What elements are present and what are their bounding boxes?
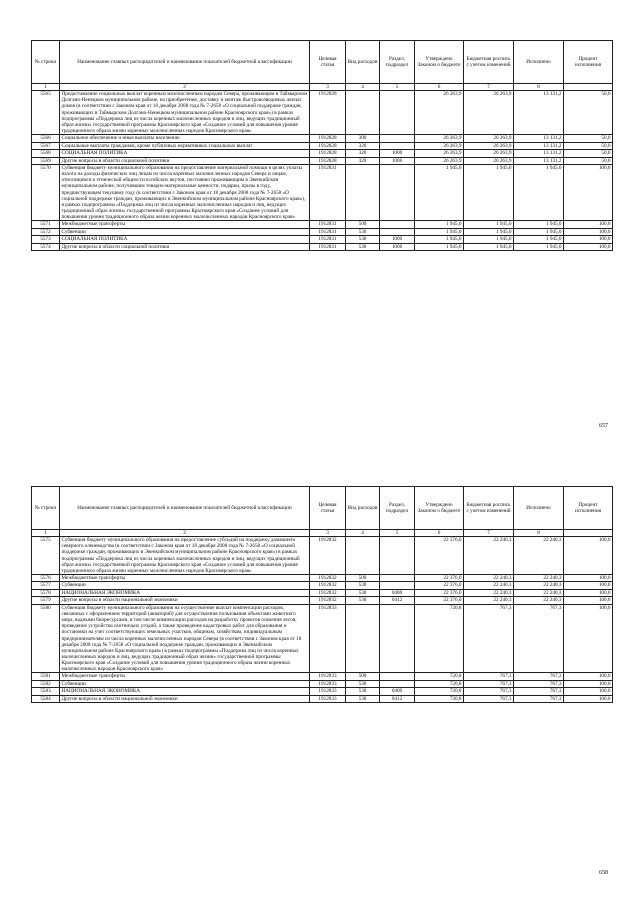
section-code: 1006 (380, 157, 415, 165)
section-code (380, 91, 415, 135)
row-number: 5577 (32, 582, 60, 590)
expense-type: 530 (346, 688, 380, 696)
column-number: 6 (415, 84, 464, 91)
row-name: Другие вопросы в области социальной политики (60, 243, 310, 251)
header-approved: Утверждено Законом о бюджете (415, 41, 464, 84)
percent-value: 100,0 (564, 537, 613, 575)
table-row (32, 165, 613, 221)
approved-amount: 720,8 (415, 680, 464, 688)
expense-type: 530 (346, 597, 380, 605)
budget-amount: 22 240,3 (464, 589, 514, 597)
column-number: 1 (32, 530, 60, 537)
row-name: СОЦИАЛЬНАЯ ПОЛИТИКА (60, 236, 310, 244)
column-number: 1 (32, 84, 60, 91)
row-name: НАЦИОНАЛЬНАЯ ЭКОНОМИКА (60, 589, 310, 597)
expense-type: 530 (346, 243, 380, 251)
percent-value: 100,0 (564, 228, 613, 236)
row-name: Межбюджетные трансферты (60, 221, 310, 229)
table-row (32, 673, 613, 681)
header-row-no: № строки (32, 41, 60, 84)
row-number: 5574 (32, 243, 60, 251)
approved-amount: 22 376,0 (415, 582, 464, 590)
row-name: Субвенция бюджету муниципального образования на предоставление материальной помощи в целях уплаты налога на доходы физических лиц лицам из числа коренных малочисленных народов Севера и лицам, относящимся к этнической общности ессейских якутов, постоянно проживающим в Эвенкийском муниципальном районе, получившим товарно-материальные ценности, подарки, призы в году, предшествующем текущему году (в соответствии с Законом края от 18 декабря 2008 года № 7-2658 «О социальной поддержке граждан, проживающих в Эвенкийском муниципальном районе Красноярского края»), в рамках подпрограммы «Поддержка лиц из числа коренных малочисленных народов и лиц, ведущих традиционный образ жизни» государственной программы Красноярского края «Создание условий для повышения уровня традиционного образа жизни коренных малочисленных народов Красноярского края» (60, 165, 310, 221)
column-number: 5 (380, 530, 415, 537)
row-name: Другие вопросы в области национальной экономики (60, 695, 310, 703)
target-article: 1912832 (310, 574, 346, 582)
section-code: 0412 (380, 597, 415, 605)
section-code: 1000 (380, 150, 415, 158)
header-target: Целевая статья (310, 41, 346, 84)
header-executed: Исполнено (514, 487, 564, 530)
expense-type: 320 (346, 142, 380, 150)
page-number: 658 (599, 870, 608, 876)
row-number: 5571 (32, 221, 60, 229)
header-budget-list: Бюджетная роспись с учетом изменений (464, 487, 514, 530)
expense-type (346, 91, 380, 135)
header-expense-type: Вид расходов (346, 487, 380, 530)
expense-type (346, 165, 380, 221)
section-code: 0400 (380, 589, 415, 597)
budget-amount: 22 240,3 (464, 537, 514, 575)
executed-amount: 22 240,3 (514, 589, 564, 597)
table-row (32, 574, 613, 582)
expense-type: 500 (346, 574, 380, 582)
target-article: 1912833 (310, 695, 346, 703)
table-row (32, 597, 613, 605)
column-number: 6 (415, 530, 464, 537)
executed-amount: 13 131,2 (514, 157, 564, 165)
row-name: СОЦИАЛЬНАЯ ПОЛИТИКА (60, 150, 310, 158)
percent-value: 50,0 (564, 91, 613, 135)
executed-amount: 22 240,3 (514, 574, 564, 582)
row-name: Социальное обеспечение и иные выплаты населению (60, 135, 310, 143)
executed-amount: 767,3 (514, 695, 564, 703)
row-number: 5582 (32, 680, 60, 688)
row-number: 5583 (32, 688, 60, 696)
table-row (32, 695, 613, 703)
section-code (380, 673, 415, 681)
percent-value: 100,0 (564, 236, 613, 244)
approved-amount: 22 376,0 (415, 574, 464, 582)
target-article: 1912832 (310, 537, 346, 575)
row-number: 5580 (32, 604, 60, 672)
table-row (32, 243, 613, 251)
budget-amount: 26 263,9 (464, 142, 514, 150)
executed-amount: 13 131,2 (514, 142, 564, 150)
column-number: 2 (60, 84, 310, 91)
target-article: 1912828 (310, 135, 346, 143)
target-article: 1912831 (310, 221, 346, 229)
row-name: Субвенции (60, 680, 310, 688)
percent-value: 100,0 (564, 673, 613, 681)
column-number (564, 84, 613, 91)
expense-type: 320 (346, 150, 380, 158)
percent-value: 100,0 (564, 574, 613, 582)
table-header-row (32, 41, 613, 84)
percent-value: 100,0 (564, 680, 613, 688)
target-article: 1912828 (310, 91, 346, 135)
column-number: 3 (310, 530, 346, 537)
row-name: Межбюджетные трансферты (60, 574, 310, 582)
budget-amount: 767,3 (464, 673, 514, 681)
approved-amount: 26 263,9 (415, 150, 464, 158)
section-code (380, 142, 415, 150)
budget-amount: 767,3 (464, 688, 514, 696)
row-name: Социальные выплаты гражданам, кроме публичных нормативных социальных выплат (60, 142, 310, 150)
header-budget-list: Бюджетная роспись с учетом изменений (464, 41, 514, 84)
column-number (564, 530, 613, 537)
row-number: 5581 (32, 673, 60, 681)
row-number: 5566 (32, 135, 60, 143)
approved-amount: 1 945,0 (415, 165, 464, 221)
executed-amount: 767,3 (514, 680, 564, 688)
table-body (32, 537, 613, 703)
column-number: 4 (346, 530, 380, 537)
column-number: 5 (380, 84, 415, 91)
executed-amount: 767,3 (514, 673, 564, 681)
executed-amount: 1 945,0 (514, 228, 564, 236)
percent-value: 100,0 (564, 695, 613, 703)
approved-amount: 1 945,0 (415, 243, 464, 251)
table-row (32, 680, 613, 688)
column-number: 2 (60, 530, 310, 537)
row-number: 5578 (32, 589, 60, 597)
row-number: 5572 (32, 228, 60, 236)
target-article: 1912833 (310, 604, 346, 672)
executed-amount: 13 131,2 (514, 150, 564, 158)
section-code (380, 582, 415, 590)
header-approved: Утверждено Законом о бюджете (415, 487, 464, 530)
executed-amount: 13 131,2 (514, 91, 564, 135)
header-percent: Процент исполнения (564, 41, 613, 84)
row-number: 5565 (32, 91, 60, 135)
header-row-no: № строки (32, 487, 60, 530)
target-article: 1912831 (310, 228, 346, 236)
table-row (32, 604, 613, 672)
budget-amount: 26 263,9 (464, 150, 514, 158)
budget-amount: 767,3 (464, 604, 514, 672)
table-row (32, 91, 613, 135)
table-row (32, 228, 613, 236)
section-code (380, 537, 415, 575)
executed-amount: 767,3 (514, 604, 564, 672)
row-number: 5584 (32, 695, 60, 703)
section-code (380, 604, 415, 672)
percent-value: 100,0 (564, 165, 613, 221)
percent-value: 100,0 (564, 243, 613, 251)
table-row (32, 688, 613, 696)
approved-amount: 22 376,0 (415, 597, 464, 605)
header-percent: Процент исполнения (564, 487, 613, 530)
header-section: Раздел, подраздел (380, 487, 415, 530)
row-name: Субвенция бюджету муниципального образования на осуществление выплат компенсации расходов, связанных с оформлением территорий (акваторий) для осуществления пользования объектами животного мира, водными биоресурсами, в том числе компенсации расходов на разработку проектов освоения лесов, проведение устройства охотничьих угодий, а также проведение кадастровых работ для образования и постановки на учет соответствующих земельных участков, общинам, хозяйствам, индивидуальным предпринимателям из числа коренных малочисленных народов Севера (в соответствии с Законом края от 18 декабря 2008 года № 7-2658 «О социальной поддержке граждан, проживающих в Эвенкийском муниципальном районе Красноярского края») в рамках подпрограммы «Поддержка лиц из числа коренных малочисленных народов и лиц, ведущих традиционный образ жизни» государственной программы Красноярского края «Создание условий для повышения уровня традиционного образа жизни коренных малочисленных народов Красноярского края» (60, 604, 310, 672)
percent-value: 100,0 (564, 688, 613, 696)
budget-table (31, 40, 613, 251)
section-code (380, 165, 415, 221)
percent-value: 50,0 (564, 142, 613, 150)
row-name: Субвенции (60, 228, 310, 236)
target-article: 1912833 (310, 688, 346, 696)
expense-type: 530 (346, 236, 380, 244)
expense-type: 300 (346, 135, 380, 143)
approved-amount: 22 376,0 (415, 589, 464, 597)
approved-amount: 26 263,9 (415, 157, 464, 165)
target-article: 1912832 (310, 589, 346, 597)
executed-amount: 1 945,0 (514, 165, 564, 221)
percent-value: 50,0 (564, 135, 613, 143)
expense-type: 530 (346, 695, 380, 703)
table-row (32, 582, 613, 590)
header-name: Наименование главных распорядителей и наименование показателей бюджетной классификации (60, 41, 310, 84)
row-number: 5568 (32, 150, 60, 158)
expense-type (346, 537, 380, 575)
expense-type: 530 (346, 228, 380, 236)
section-code (380, 228, 415, 236)
document-page (0, 452, 640, 905)
budget-table (31, 486, 613, 703)
header-executed: Исполнено (514, 41, 564, 84)
table-row (32, 221, 613, 229)
target-article: 1912828 (310, 142, 346, 150)
row-number: 5567 (32, 142, 60, 150)
target-article: 1912828 (310, 157, 346, 165)
table-row (32, 589, 613, 597)
table-body (32, 91, 613, 251)
approved-amount: 720,8 (415, 673, 464, 681)
column-number: 4 (346, 84, 380, 91)
section-code: 1006 (380, 243, 415, 251)
expense-type (346, 604, 380, 672)
approved-amount: 1 945,0 (415, 221, 464, 229)
column-number-row (32, 530, 613, 537)
expense-type: 530 (346, 680, 380, 688)
table-row (32, 236, 613, 244)
section-code (380, 135, 415, 143)
budget-amount: 1 945,0 (464, 236, 514, 244)
table-row (32, 157, 613, 165)
percent-value: 100,0 (564, 597, 613, 605)
budget-amount: 26 263,9 (464, 91, 514, 135)
budget-amount: 26 263,9 (464, 157, 514, 165)
section-code: 0412 (380, 695, 415, 703)
percent-value: 100,0 (564, 589, 613, 597)
approved-amount: 720,8 (415, 695, 464, 703)
section-code: 0400 (380, 688, 415, 696)
budget-amount: 767,3 (464, 680, 514, 688)
executed-amount: 22 240,3 (514, 582, 564, 590)
section-code (380, 221, 415, 229)
budget-amount: 22 240,3 (464, 582, 514, 590)
section-code (380, 680, 415, 688)
approved-amount: 1 945,0 (415, 228, 464, 236)
table-header-row (32, 487, 613, 530)
row-number: 5579 (32, 597, 60, 605)
row-name: НАЦИОНАЛЬНАЯ ЭКОНОМИКА (60, 688, 310, 696)
column-number: 7 (464, 530, 514, 537)
header-section: Раздел, подраздел (380, 41, 415, 84)
document-page (0, 0, 640, 452)
budget-amount: 1 945,0 (464, 165, 514, 221)
expense-type: 320 (346, 157, 380, 165)
budget-amount: 767,3 (464, 695, 514, 703)
target-article: 1912832 (310, 597, 346, 605)
executed-amount: 1 945,0 (514, 221, 564, 229)
column-number: 8 (514, 530, 564, 537)
approved-amount: 26 263,9 (415, 135, 464, 143)
percent-value: 50,0 (564, 157, 613, 165)
table-row (32, 150, 613, 158)
approved-amount: 22 376,0 (415, 537, 464, 575)
budget-amount: 1 945,0 (464, 228, 514, 236)
column-number: 7 (464, 84, 514, 91)
row-number: 5570 (32, 165, 60, 221)
budget-amount: 1 945,0 (464, 243, 514, 251)
target-article: 1912833 (310, 673, 346, 681)
percent-value: 50,0 (564, 150, 613, 158)
table-row (32, 142, 613, 150)
section-code: 1000 (380, 236, 415, 244)
budget-amount: 22 240,3 (464, 597, 514, 605)
budget-amount: 26 263,9 (464, 135, 514, 143)
row-number: 5569 (32, 157, 60, 165)
row-name: Предоставление социальных выплат коренным малочисленным народам Севера, проживающим в Таймырском Долгано-Ненецком муниципальном районе, на приобретение, доставку и монтаж быстровозводимых жилых домов (в соответствии с Законом края от 18 декабря 2008 года № 7-2658 «О социальной поддержке граждан, проживающих в Таймырском Долгано-Ненецком муниципальном районе Красноярского края») в рамках подпрограммы «Поддержка лиц из числа коренных малочисленных народов и лиц, ведущих традиционный образ жизни» государственной программы Красноярского края «Создание условий для повышения уровня традиционного образа жизни коренных малочисленных народов Красноярского края» (60, 91, 310, 135)
budget-amount: 1 945,0 (464, 221, 514, 229)
approved-amount: 26 263,9 (415, 142, 464, 150)
executed-amount: 22 240,3 (514, 537, 564, 575)
target-article: 1912831 (310, 165, 346, 221)
page-number: 657 (599, 423, 608, 429)
approved-amount: 720,8 (415, 688, 464, 696)
percent-value: 100,0 (564, 582, 613, 590)
target-article: 1912828 (310, 150, 346, 158)
header-name: Наименование главных распорядителей и наименование показателей бюджетной классификации (60, 487, 310, 530)
executed-amount: 767,3 (514, 688, 564, 696)
target-article: 1912831 (310, 236, 346, 244)
percent-value: 100,0 (564, 604, 613, 672)
percent-value: 100,0 (564, 221, 613, 229)
table-row (32, 537, 613, 575)
target-article: 1912831 (310, 243, 346, 251)
approved-amount: 720,8 (415, 604, 464, 672)
approved-amount: 1 945,0 (415, 236, 464, 244)
header-expense-type: Вид расходов (346, 41, 380, 84)
executed-amount: 1 945,0 (514, 236, 564, 244)
expense-type: 500 (346, 673, 380, 681)
column-number-row (32, 84, 613, 91)
row-name: Субвенция бюджету муниципального образования на предоставление субсидий на поддержку домашнего северного оленеводства (в соответствии с Законом края от 18 декабря 2008 года № 7-2658 «О социальной поддержке граждан, проживающих в Эвенкийском муниципальном районе Красноярского края») в рамках подпрограммы «Поддержка лиц из числа коренных малочисленных народов и лиц, ведущих традиционный образ жизни» государственной программы Красноярского края «Создание условий для повышения уровня традиционного образа жизни коренных малочисленных народов Красноярского края» (60, 537, 310, 575)
executed-amount: 22 240,3 (514, 597, 564, 605)
row-number: 5573 (32, 236, 60, 244)
approved-amount: 26 263,9 (415, 91, 464, 135)
expense-type: 530 (346, 582, 380, 590)
table-row (32, 135, 613, 143)
column-number: 8 (514, 84, 564, 91)
executed-amount: 13 131,2 (514, 135, 564, 143)
row-number: 5576 (32, 574, 60, 582)
header-target: Целевая статья (310, 487, 346, 530)
section-code (380, 574, 415, 582)
row-name: Субвенции (60, 582, 310, 590)
expense-type: 500 (346, 221, 380, 229)
target-article: 1912833 (310, 680, 346, 688)
row-name: Другие вопросы в области национальной экономики (60, 597, 310, 605)
executed-amount: 1 945,0 (514, 243, 564, 251)
row-number: 5575 (32, 537, 60, 575)
budget-amount: 22 240,3 (464, 574, 514, 582)
column-number: 3 (310, 84, 346, 91)
row-name: Межбюджетные трансферты (60, 673, 310, 681)
expense-type: 530 (346, 589, 380, 597)
target-article: 1912832 (310, 582, 346, 590)
row-name: Другие вопросы в области социальной политики (60, 157, 310, 165)
